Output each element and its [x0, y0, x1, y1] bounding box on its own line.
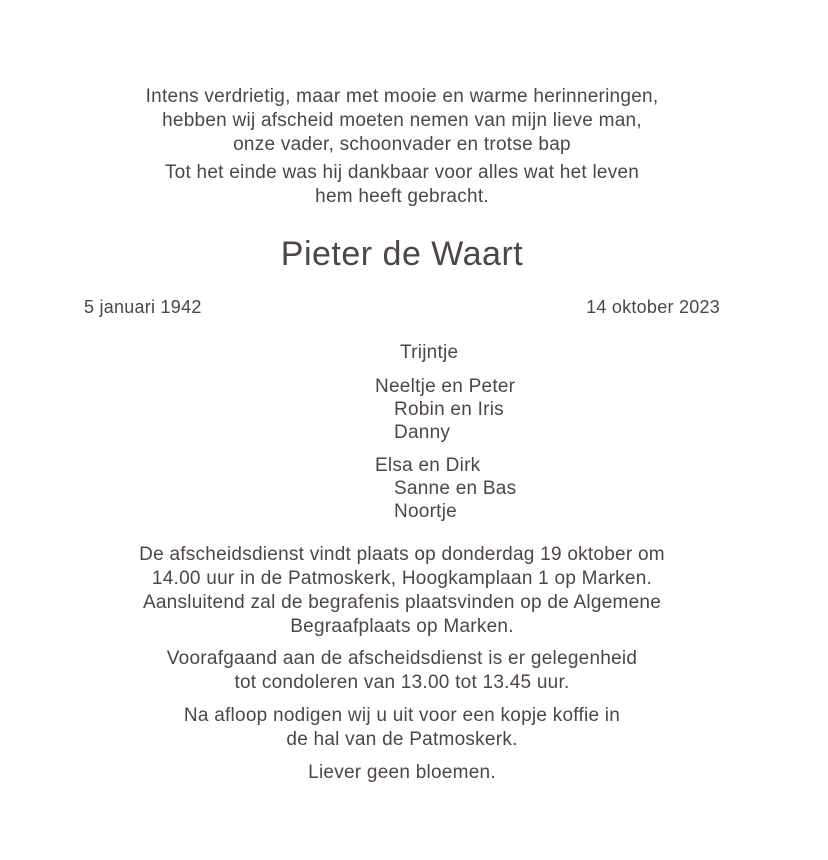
- card-content: [84, 85, 720, 785]
- service-line: Begraafplaats op Marken.: [290, 616, 514, 637]
- service-paragraph: [84, 543, 720, 639]
- service-line: Aansluitend zal de begrafenis plaatsvinden op de Algemene: [142, 592, 662, 613]
- condolence-line: Voorafgaand aan de afscheidsdienst is er gelegenheid: [166, 648, 638, 669]
- condolence-line: tot condoleren van 13.00 tot 13.45 uur.: [234, 672, 570, 693]
- condolence-paragraph: [84, 647, 720, 695]
- gratitude-paragraph: [84, 161, 720, 209]
- death-date: 14 oktober 2023: [586, 297, 720, 317]
- family-names-block: [375, 341, 720, 523]
- coffee-line: de hal van de Patmoskerk.: [286, 729, 518, 750]
- intro-line: Intens verdrietig, maar met mooie en warme herinneringen,: [145, 86, 659, 107]
- family-group: [375, 375, 720, 444]
- gratitude-line: hem heeft gebracht.: [315, 186, 489, 207]
- gratitude-line: Tot het einde was hij dankbaar voor alles wat het leven: [164, 162, 640, 183]
- family-group: [375, 454, 720, 523]
- intro-line: onze vader, schoonvader en trotse bap: [233, 134, 571, 155]
- service-line: 14.00 uur in de Patmoskerk, Hoogkamplaan 1 op Marken.: [151, 568, 653, 589]
- family-child: Noortje: [394, 501, 457, 522]
- family-parents: Elsa en Dirk: [375, 455, 481, 476]
- family-child: Sanne en Bas: [394, 478, 517, 499]
- service-line: De afscheidsdienst vindt plaats op donderdag 19 oktober om: [139, 544, 665, 565]
- deceased-name: Pieter de Waart: [280, 235, 524, 273]
- family-child: Robin en Iris: [394, 399, 504, 420]
- family-child: Danny: [394, 422, 451, 443]
- intro-line: hebben wij afscheid moeten nemen van mijn lieve man,: [162, 110, 642, 131]
- family-parents: Neeltje en Peter: [375, 376, 516, 397]
- intro-paragraph: [84, 85, 720, 157]
- flowers-note: Liever geen bloemen.: [308, 762, 496, 783]
- spouse-name: Trijntje: [400, 342, 459, 363]
- coffee-line: Na afloop nodigen wij u uit voor een kopje koffie in: [183, 705, 621, 726]
- birth-date: 5 januari 1942: [84, 297, 202, 317]
- dates-row: [84, 296, 720, 318]
- coffee-paragraph: [84, 704, 720, 752]
